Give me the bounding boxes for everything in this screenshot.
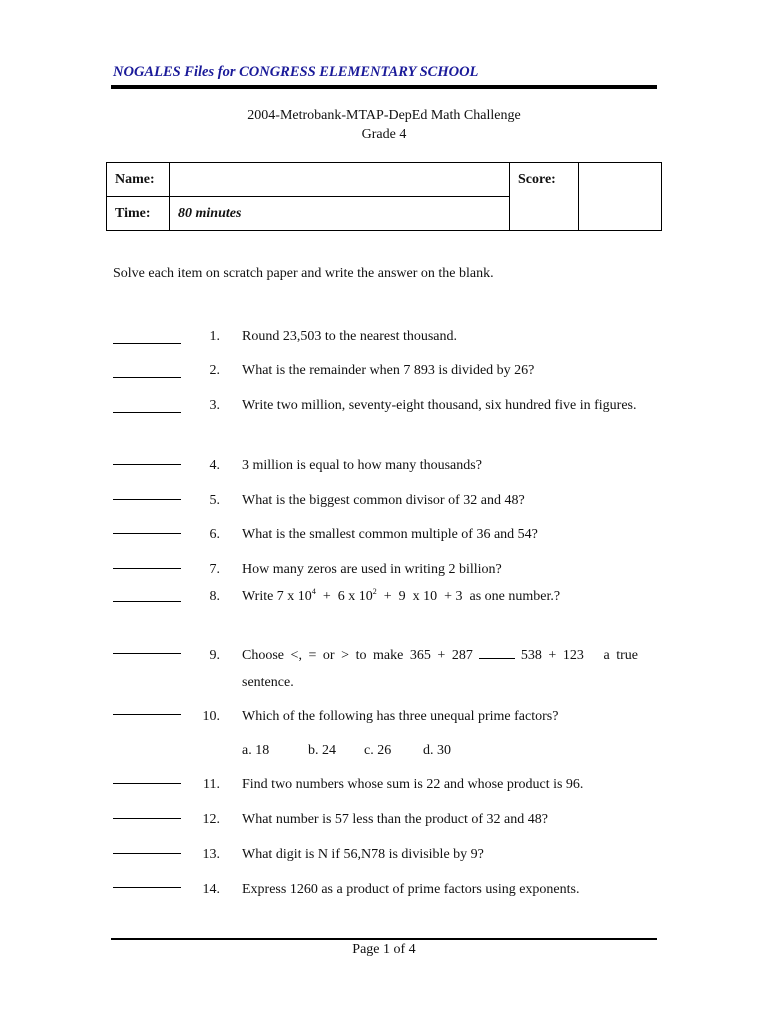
option-a: a. 18 xyxy=(242,743,270,758)
answer-blank[interactable] xyxy=(113,343,181,344)
question-number: 6. xyxy=(209,527,220,542)
option-b: b. 24 xyxy=(308,743,336,758)
question-text: What is the smallest common multiple of 36 and 54? xyxy=(242,527,538,542)
answer-blank[interactable] xyxy=(113,601,181,602)
contest-title: 2004-Metrobank-MTAP-DepEd Math Challenge xyxy=(247,108,521,123)
instructions: Solve each item on scratch paper and write the answer on the blank. xyxy=(113,266,494,281)
answer-blank[interactable] xyxy=(113,464,181,465)
score-field[interactable] xyxy=(579,163,662,231)
question-number: 12. xyxy=(202,812,220,827)
question-number: 8. xyxy=(209,589,220,604)
answer-blank[interactable] xyxy=(113,499,181,500)
answer-blank[interactable] xyxy=(113,818,181,819)
question-text: What number is 57 less than the product of 32 and 48? xyxy=(242,812,548,827)
question-number: 4. xyxy=(209,458,220,473)
grade-label: Grade 4 xyxy=(361,127,407,142)
question-number: 11. xyxy=(203,777,220,792)
header-rule xyxy=(111,85,657,89)
time-label: Time: xyxy=(107,197,170,231)
question-number: 10. xyxy=(202,709,220,724)
info-table xyxy=(106,162,662,231)
question-text: Write two million, seventy-eight thousand, six hundred five in figures. xyxy=(242,398,637,413)
answer-blank[interactable] xyxy=(113,783,181,784)
question-text: What digit is N if 56,N78 is divisible by 9? xyxy=(242,847,484,862)
answer-blank[interactable] xyxy=(113,377,181,378)
question-number: 13. xyxy=(202,847,220,862)
answer-blank[interactable] xyxy=(113,568,181,569)
question-number: 3. xyxy=(209,398,220,413)
page-number: Page 1 of 4 xyxy=(352,942,416,957)
name-field[interactable] xyxy=(170,163,510,197)
question-number: 2. xyxy=(209,363,220,378)
answer-blank[interactable] xyxy=(113,412,181,413)
question-text: What is the biggest common divisor of 32 and 48? xyxy=(242,493,525,508)
score-label: Score: xyxy=(510,163,579,231)
question-text: Choose <, = or > to make 365 + 287 538 + 123 a true sentence. xyxy=(242,648,642,690)
option-c: c. 26 xyxy=(364,743,392,758)
school-header: NOGALES Files for CONGRESS ELEMENTARY SCHOOL xyxy=(113,64,479,80)
answer-blank[interactable] xyxy=(113,653,181,654)
time-value: 80 minutes xyxy=(170,197,510,231)
question-number: 14. xyxy=(202,882,220,897)
question-text: What is the remainder when 7 893 is divided by 26? xyxy=(242,363,535,378)
answer-blank[interactable] xyxy=(113,887,181,888)
answer-blank[interactable] xyxy=(113,853,181,854)
question-text: Round 23,503 to the nearest thousand. xyxy=(242,329,458,344)
question-text: Write 7 x $10^4 + 6$ x $10^2 + 9$ x 10 + 3 as one number.? xyxy=(242,587,561,604)
question-text: Find two numbers whose sum is 22 and whose product is 96. xyxy=(242,777,584,792)
question-text: How many zeros are used in writing 2 billion? xyxy=(242,562,502,577)
name-label: Name: xyxy=(107,163,170,197)
question-number: 1. xyxy=(209,329,220,344)
question-text: Which of the following has three unequal prime factors? xyxy=(242,709,559,724)
question-number: 7. xyxy=(209,562,220,577)
answer-blank[interactable] xyxy=(113,533,181,534)
question-number: 9. xyxy=(209,648,220,663)
question-text: Express 1260 as a product of prime factors using exponents. xyxy=(242,882,580,897)
footer-rule xyxy=(111,938,657,940)
comparison-blank[interactable] xyxy=(479,646,515,659)
question-text: 3 million is equal to how many thousands? xyxy=(242,458,482,473)
question-number: 5. xyxy=(209,493,220,508)
answer-blank[interactable] xyxy=(113,714,181,715)
option-d: d. 30 xyxy=(423,743,451,758)
